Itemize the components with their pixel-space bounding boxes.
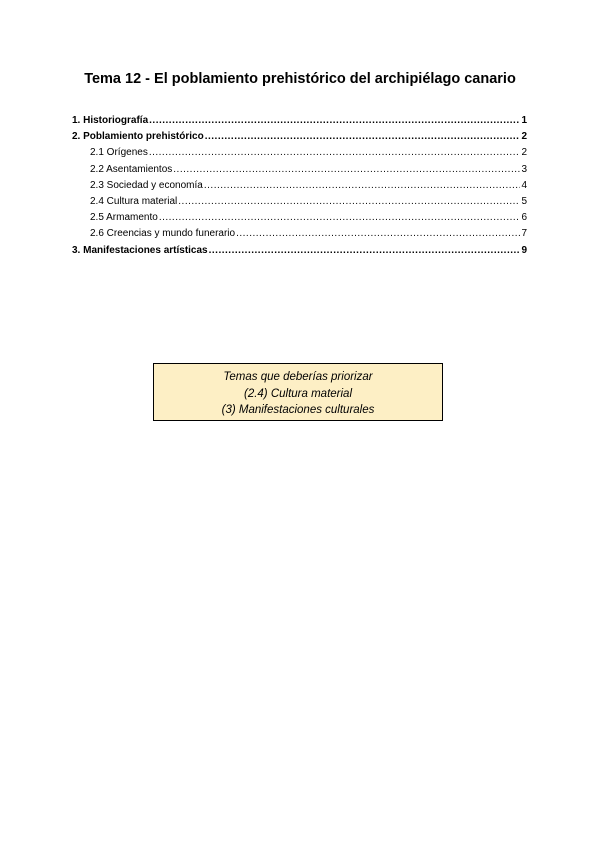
priority-topics-note [153,363,443,421]
toc-entry-creencias-mundo-funerario[interactable] [72,226,527,242]
toc-entry-label: 2.2 Asentamientos [90,163,173,175]
toc-entry-page: 2 [521,147,527,159]
toc-leader-dots [149,145,521,161]
toc-leader-dots [204,178,521,194]
toc-entry-poblamiento-prehistorico[interactable] [72,129,527,145]
toc-entry-page: 4 [521,179,527,191]
toc-entry-cultura-material[interactable] [72,194,527,210]
table-of-contents [72,113,527,259]
note-line-manifestaciones: (3) Manifestaciones culturales [221,404,375,416]
note-line-cultura-material: (2.4) Cultura material [243,387,352,400]
toc-entry-page: 6 [521,212,527,224]
toc-leader-dots [173,162,520,178]
toc-entry-asentamientos[interactable] [72,162,527,178]
page-title: Tema 12 - El poblamiento prehistórico del archipiélago canario [84,71,516,87]
toc-leader-dots [209,243,521,259]
toc-entry-page: 1 [521,115,527,126]
toc-entry-page: 3 [521,163,527,175]
toc-entry-page: 2 [521,131,527,143]
toc-entry-label: 3. Manifestaciones artísticas [72,244,208,256]
toc-leader-dots [205,129,521,145]
toc-entry-label: 2.6 Creencias y mundo funerario [90,228,236,240]
toc-entry-historiografia[interactable] [72,113,527,129]
toc-entry-sociedad-economia[interactable] [72,178,527,194]
toc-entry-label: 2.4 Cultura material [90,195,178,207]
toc-leader-dots [236,226,520,242]
toc-entry-manifestaciones-artisticas[interactable] [72,243,527,259]
toc-entry-armamento[interactable] [72,210,527,226]
toc-leader-dots [159,210,521,226]
toc-entry-page: 7 [521,228,527,240]
toc-entry-label: 2.5 Armamento [90,212,158,224]
toc-entry-label: 2.1 Orígenes [90,147,148,159]
toc-entry-page: 9 [521,244,527,256]
toc-leader-dots [178,194,520,210]
toc-entry-label: 2. Poblamiento prehistórico [72,131,204,143]
toc-entry-page: 5 [521,195,527,207]
toc-entry-origenes[interactable] [72,145,527,161]
toc-entry-label: 2.3 Sociedad y economía [90,179,203,191]
toc-leader-dots [149,113,520,129]
toc-entry-label: 1. Historiografía [72,115,149,126]
note-heading: Temas que deberías priorizar [223,371,373,383]
